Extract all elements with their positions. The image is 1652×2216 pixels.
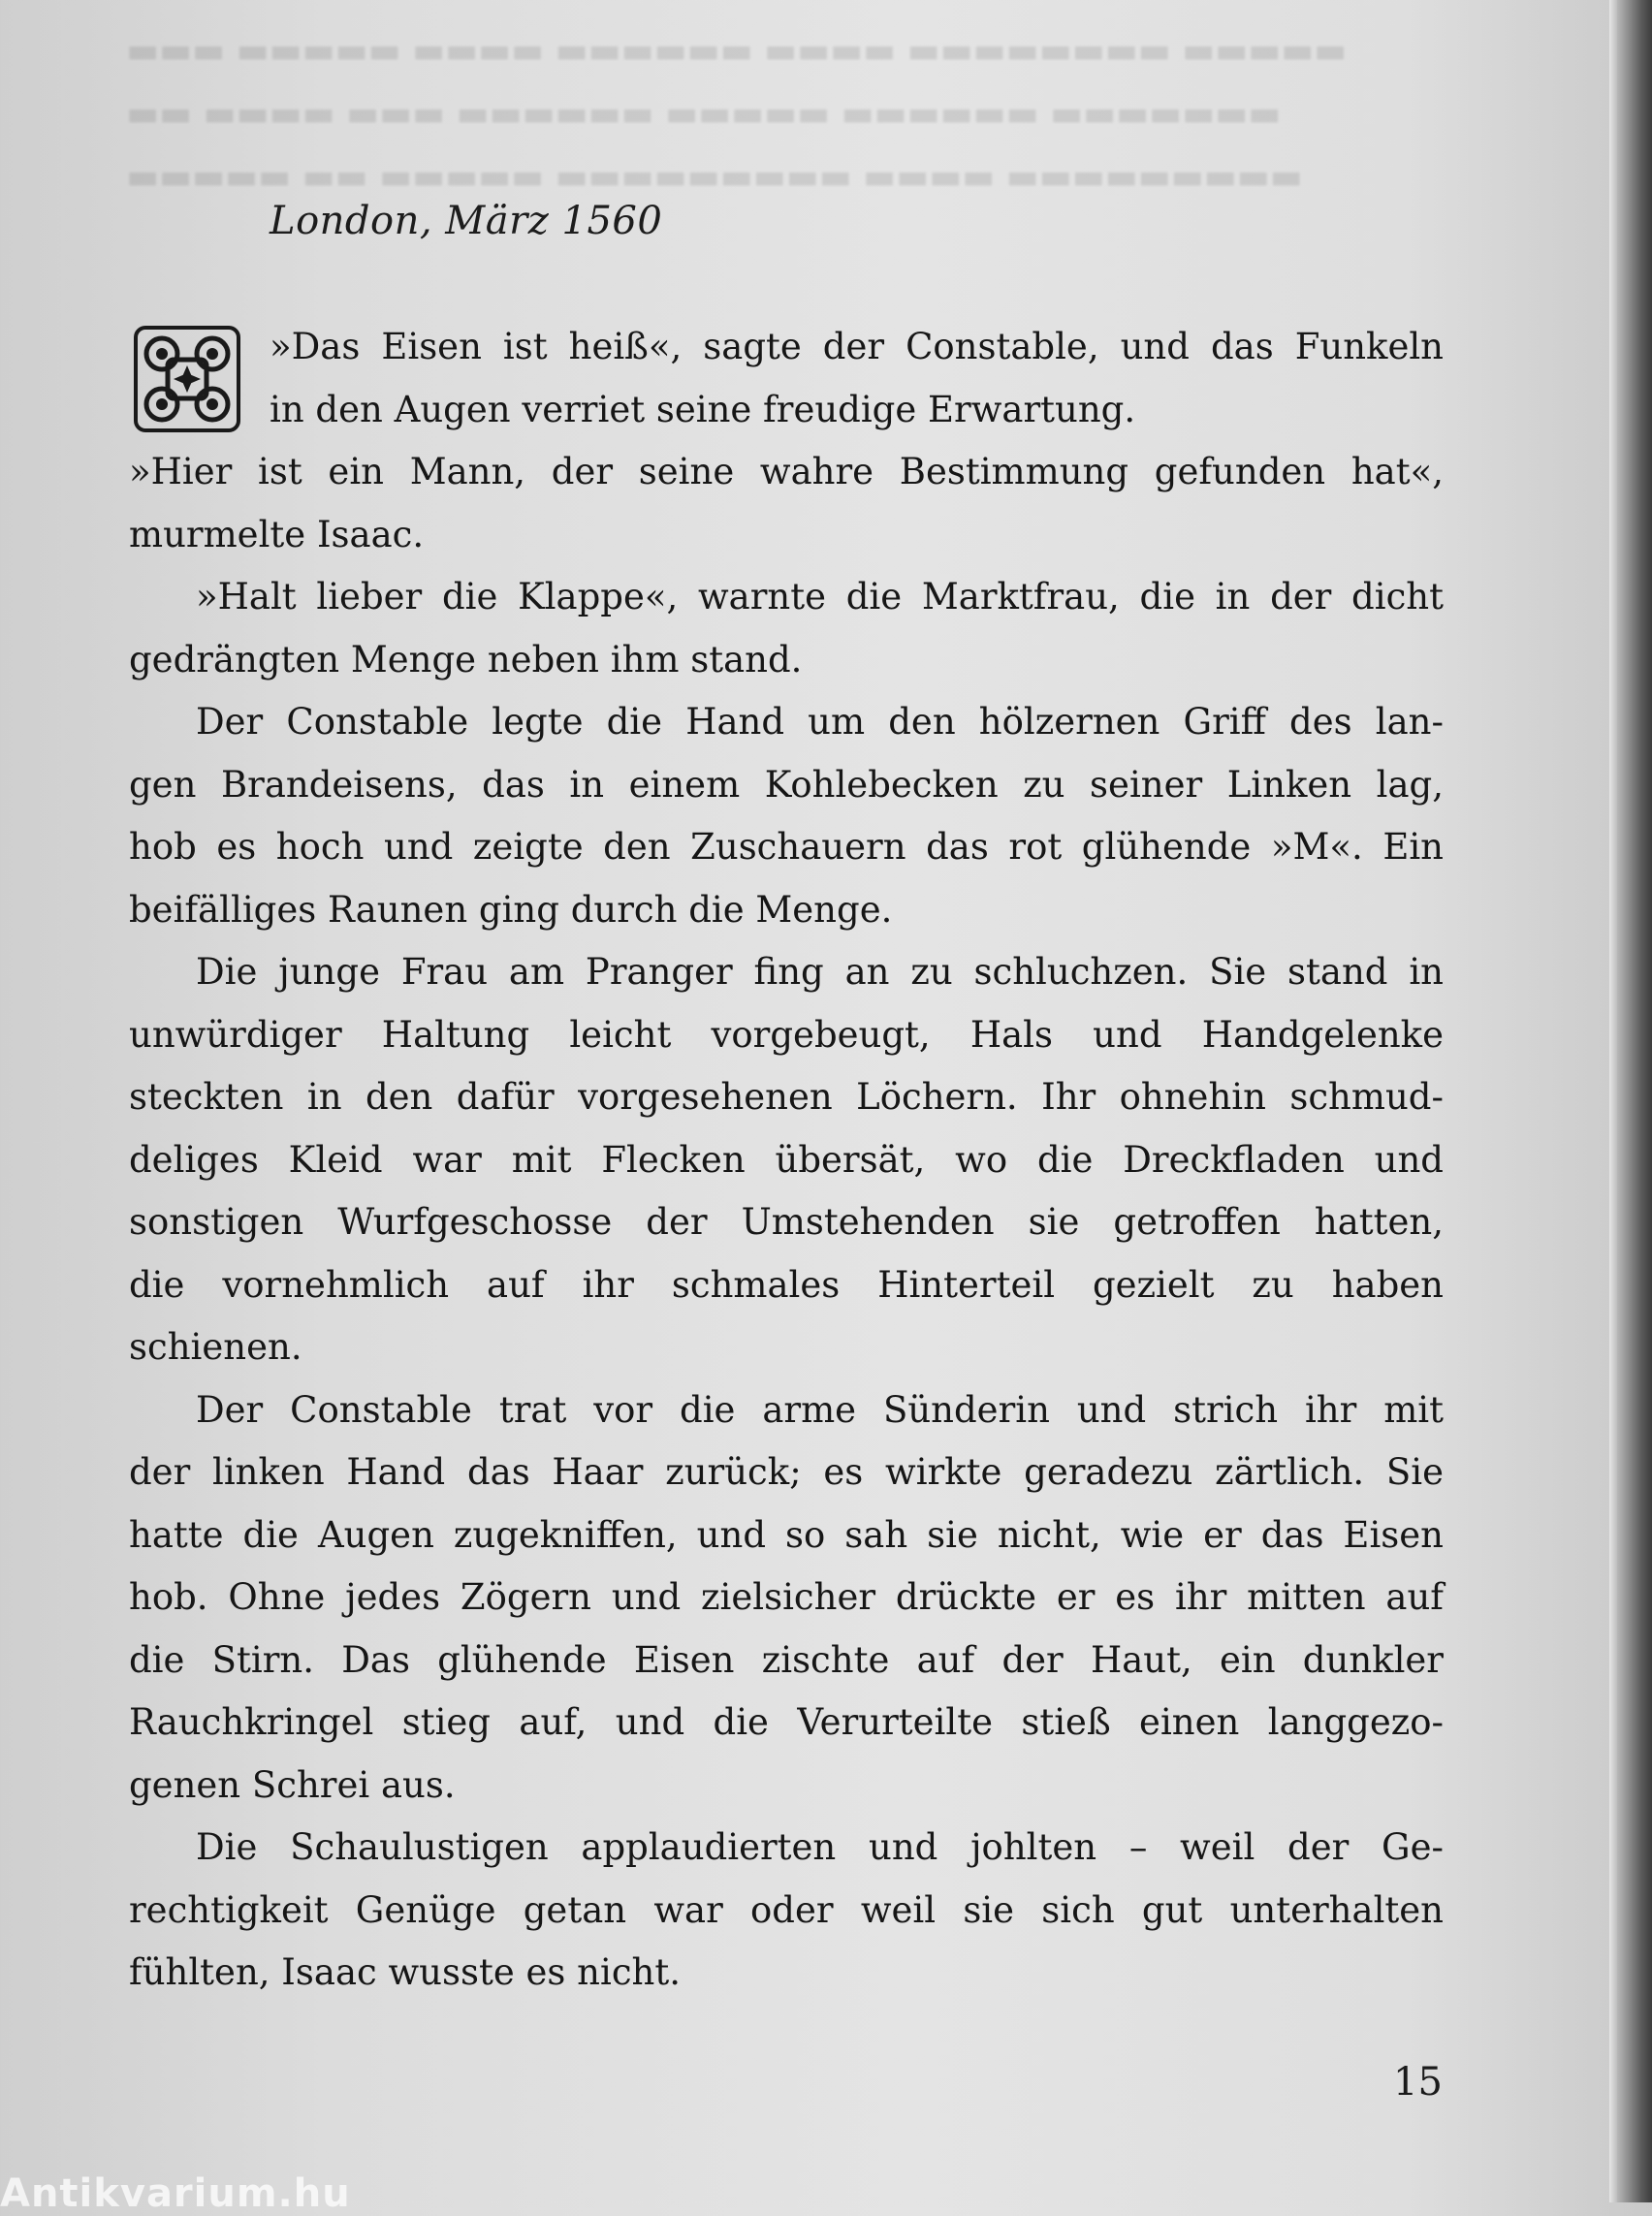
text-line: unwürdiger Haltung leicht vorgebeugt, Hals und Handgelenke	[129, 1013, 1444, 1056]
text-line: in den Augen verriet seine freudige Erwartung.	[270, 388, 1136, 430]
text-line: genen Schrei aus.	[129, 1763, 456, 1806]
text-line: »Das Eisen ist heiß«, sagte der Constable, und das Funkeln	[270, 326, 1444, 367]
text-line: hatte die Augen zugekniffen, und so sah sie nicht, wie er das Eisen	[129, 1513, 1444, 1556]
page-number: 15	[1393, 2060, 1443, 2105]
text-line: der linken Hand das Haar zurück; es wirkte geradezu zärtlich. Sie	[129, 1451, 1444, 1493]
book-spine-edge	[1617, 0, 1652, 2202]
text-line: die Stirn. Das glühende Eisen zischte auf der Haut, ein dunkler	[129, 1638, 1444, 1681]
text-line: gedrängten Menge neben ihm stand.	[129, 638, 803, 681]
text-line: Rauchkringel stieg auf, und die Verurteilte stieß einen langgezo-	[129, 1701, 1444, 1743]
text-line: Die junge Frau am Pranger fing an zu schluchzen. Sie stand in	[196, 951, 1444, 993]
text-line: schienen.	[129, 1326, 302, 1368]
text-line: gen Brandeisens, das in einem Kohlebecken zu seiner Linken lag,	[129, 763, 1444, 806]
chapter-heading: London, März 1560	[270, 199, 663, 243]
text-line: rechtigkeit Genüge getan war oder weil sie sich gut unterhalten	[129, 1888, 1444, 1931]
text-line: fühlten, Isaac wusste es nicht.	[129, 1951, 682, 1993]
text-line: »Hier ist ein Mann, der seine wahre Bestimmung gefunden hat«,	[129, 451, 1444, 492]
text-line: Der Constable legte die Hand um den hölzernen Griff des lan-	[196, 701, 1444, 743]
text-line: Der Constable trat vor die arme Sünderin und strich ihr mit	[196, 1388, 1444, 1431]
body-text	[129, 316, 1444, 2005]
text-line: steckten in den dafür vorgesehenen Löchern. Ihr ohnehin schmud-	[129, 1076, 1444, 1118]
text-line: hob. Ohne jedes Zögern und zielsicher drückte er es ihr mitten auf	[129, 1576, 1444, 1618]
bleed-through-texture: ▬▬▬ ▬▬▬▬▬ ▬▬▬▬ ▬▬▬▬▬▬ ▬▬▬▬ ▬▬▬▬▬▬▬▬ ▬▬▬▬▬ ▬▬ ▬▬▬▬ ▬▬▬ ▬▬▬▬▬▬ ▬▬▬▬▬ ▬▬▬▬▬▬ ▬▬▬▬▬▬▬ ▬▬▬▬▬ ▬▬ ▬▬▬▬▬ ▬▬▬▬▬▬▬▬▬ ▬▬▬▬ ▬▬▬▬▬▬▬▬▬	[126, 31, 1348, 197]
text-line: deliges Kleid war mit Flecken übersät, wo die Dreckfladen und	[129, 1138, 1444, 1181]
text-line: beifälliges Raunen ging durch die Menge.	[129, 888, 893, 931]
watermark: Antikvarium.hu	[0, 2171, 351, 2216]
text-line: hob es hoch und zeigte den Zuschauern das rot glühende »M«. Ein	[129, 826, 1444, 868]
text-line: Die Schaulustigen applaudierten und johlten – weil der Ge-	[196, 1826, 1444, 1868]
text-line: murmelte Isaac.	[129, 513, 425, 555]
text-line: sonstigen Wurfgeschosse der Umstehenden sie getroffen hatten,	[129, 1201, 1444, 1243]
text-line: die vornehmlich auf ihr schmales Hinterteil gezielt zu haben	[129, 1263, 1444, 1306]
page-edge-highlight	[1609, 0, 1617, 2202]
text-line: »Halt lieber die Klappe«, warnte die Marktfrau, die in der dicht	[196, 576, 1444, 617]
